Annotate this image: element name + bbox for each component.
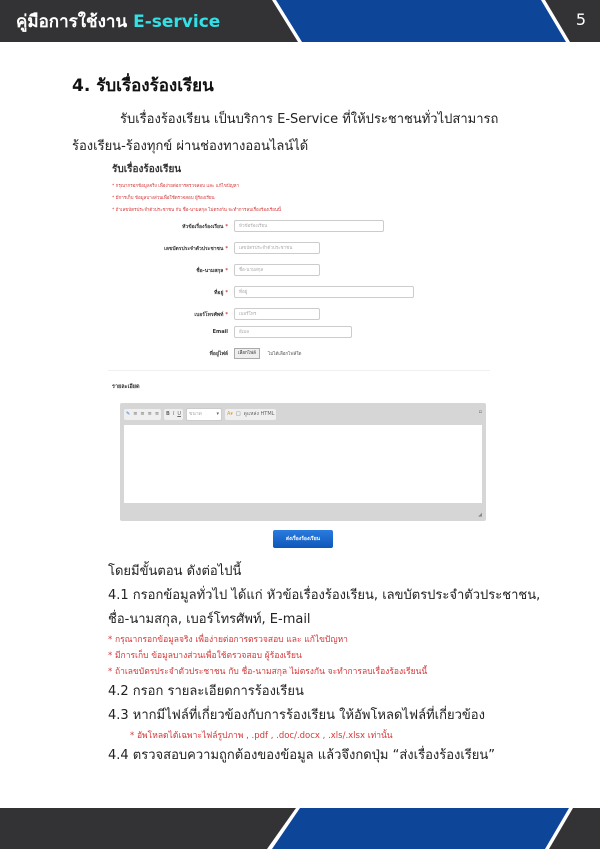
view-html-button[interactable]: ดูแหล่ง HTML [243,411,275,417]
dropdown-arrow-icon: ▾ [216,411,219,417]
detail-label: รายละเอียด [112,384,140,390]
step-4-1-cont: ชื่อ-นามสกุล, เบอร์โทรศัพท์, E-mail [108,612,311,627]
detail-textarea[interactable] [124,425,482,503]
editor-toolbar [124,407,276,421]
field-row-address: ที่อยู่ * ที่อยู่ [108,286,490,300]
field-label: ที่อยู่ไฟล์ [209,351,228,357]
field-row-subject: หัวข้อเรื่องร้องเรียน * หัวข้อร้องเรียน [108,220,490,234]
name-input[interactable]: ชื่อ-นามสกุล [234,264,320,276]
align-center-icon[interactable]: ≡ [140,411,145,417]
intro-line: รับเรื่องร้องเรียน เป็นบริการ E-Service ที่ให้ประชาชนทั่วไปสามารถ [120,112,499,127]
underline-button[interactable]: U [177,411,181,417]
page-number: 5 [575,10,586,29]
resize-handle-icon[interactable]: ◢ [478,512,482,518]
step-4-1: 4.1 กรอกข้อมูลทั่วไป ได้แก่ หัวข้อเรื่องร้องเรียน, เลขบัตรประจำตัวประชาชน, [108,588,541,603]
maximize-icon[interactable]: ▫ [478,409,482,415]
email-input[interactable]: อีเมล [234,326,352,338]
font-size-select[interactable]: ขนาด ▾ [186,408,222,421]
step-note: * มีการเก็บ ข้อมูลบางส่วนเพื่อใช้ตรวจสอบ ผู้ร้องเรียน [108,651,302,661]
form-screenshot [108,158,490,550]
choose-file-button[interactable]: เลือกไฟล์ [234,348,260,359]
form-note: * กรุณากรอกข้อมูลจริง เพื่อง่ายต่อการตรวจสอบ และ แก้ไขปัญหา [112,184,240,189]
manual-title: คู่มือการใช้งาน E-service [16,12,221,32]
divider [108,370,490,371]
header-band [0,0,600,42]
step-4-2: 4.2 กรอก รายละเอียดการร้องเรียน [108,684,304,699]
text-color-button[interactable]: A▾ [226,411,233,417]
step-note-upload: * อัพโหลดได้เฉพาะไฟล์รูปภาพ , .pdf , .doc/.docx , .xls/.xlsx เท่านั้น [130,731,393,741]
address-input[interactable]: ที่อยู่ [234,286,414,298]
step-note: * ถ้าเลขบัตรประจำตัวประชาชน กับ ชื่อ-นามสกุล ไม่ตรงกัน จะทำการลบเรื่องร้องเรียนนี้ [108,667,428,677]
form-note: * มีการเก็บ ข้อมูลบางส่วนเพื่อใช้ตรวจสอบ ผู้ร้องเรียน [112,196,215,201]
step-4-3: 4.3 หากมีไฟล์ที่เกี่ยวข้องกับการร้องเรียน ให้อัพโหลดไฟล์ที่เกี่ยวข้อง [108,708,485,723]
field-row-name: ชื่อ-นามสกุล * ชื่อ-นามสกุล [108,264,490,278]
form-note: * ถ้าเลขบัตรประจำตัวประชาชน กับ ชื่อ-นามสกุล ไม่ตรงกัน จะทำการลบเรื่องร้องเรียนนี้ [112,208,281,213]
steps-list [108,560,558,768]
field-row-phone: เบอร์โทรศัพท์ * เบอร์โทร [108,308,490,322]
step-4-4: 4.4 ตรวจสอบความถูกต้องของข้อมูล แล้วจึงกดปุ่ม “ส่งเรื่องร้องเรียน” [108,748,496,763]
align-right-icon[interactable]: ≡ [147,411,152,417]
align-left-icon[interactable]: ≡ [133,411,138,417]
subject-input[interactable]: หัวข้อร้องเรียน [234,220,384,232]
field-label: ที่อยู่ [214,290,224,296]
align-justify-icon[interactable]: ≡ [154,411,160,417]
field-row-file [108,347,490,361]
section-title: 4. รับเรื่องร้องเรียน [72,76,214,96]
footer-band [0,808,600,849]
submit-complaint-button[interactable]: ส่งเรื่องร้องเรียน [273,530,333,548]
manual-title-accent: E-service [133,12,221,32]
intro-paragraph [72,106,532,160]
field-label: เบอร์โทรศัพท์ [194,312,224,318]
steps-heading: โดยมีขั้นตอน ดังต่อไปนี้ [108,564,242,579]
phone-input[interactable]: เบอร์โทร [234,308,320,320]
intro-line: ร้องเรียน-ร้องทุกข์ ผ่านช่องทางออนไลน์ได้ [72,139,309,154]
rich-text-editor [120,403,486,521]
field-row-id-card: เลขบัตรประจำตัวประชาชน * เลขบัตรประจำตัวประชาชน [108,242,490,256]
field-label: เลขบัตรประจำตัวประชาชน [164,246,224,252]
eraser-icon[interactable]: ✎ [126,411,131,417]
source-icon: □ [235,411,241,417]
italic-button[interactable]: I [172,411,175,417]
field-label: Email [212,329,228,335]
form-title: รับเรื่องร้องเรียน [112,164,182,175]
field-label: ชื่อ-นามสกุล [196,268,224,274]
field-label: หัวข้อเรื่องร้องเรียน [182,224,224,230]
step-note: * กรุณากรอกข้อมูลจริง เพื่อง่ายต่อการตรวจสอบ และ แก้ไขปัญหา [108,635,348,645]
footer-decoration [0,808,600,849]
bold-button[interactable]: B [166,411,170,417]
id-card-input[interactable]: เลขบัตรประจำตัวประชาชน [234,242,320,254]
field-row-email [108,326,490,340]
file-status: ไม่ได้เลือกไฟล์ใด [268,352,302,357]
